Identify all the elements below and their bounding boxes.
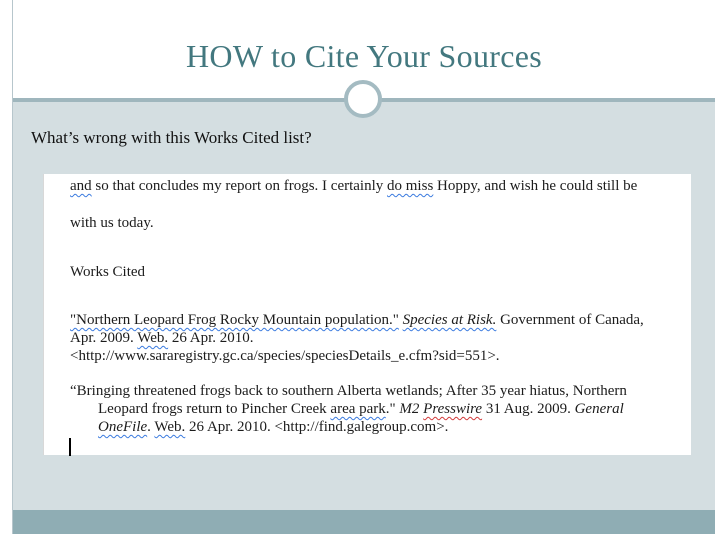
slide-title: HOW to Cite Your Sources [186, 38, 542, 74]
citation-1-line-2: Apr. 2009. Web. 26 Apr. 2010. [70, 330, 254, 346]
citation-2-line-2: Leopard frogs return to Pincher Creek area park." M2 Presswire 31 Aug. 2009. General [98, 401, 624, 417]
text-cursor [69, 438, 71, 456]
citation-2-line-1: “Bringing threatened frogs back to southern Alberta wetlands; After 35 year hiatus, Northern [70, 383, 627, 399]
report-closing-line-2: with us today. [70, 215, 154, 231]
citation-1-url: <http://www.sararegistry.gc.ca/species/speciesDetails_e.cfm?sid=551>. [70, 348, 500, 364]
document-screenshot [43, 174, 691, 455]
works-cited-heading: Works Cited [70, 264, 146, 280]
citation-2-line-3: OneFile. Web. 26 Apr. 2010. <http://find.galegroup.com>. [98, 419, 449, 435]
report-closing-line-1: and so that concludes my report on frogs. I certainly do miss Hoppy, and wish he could still be [70, 178, 638, 194]
slide-subtitle: What’s wrong with this Works Cited list? [31, 128, 312, 147]
footer-bar [13, 510, 715, 534]
circle-ornament-icon [344, 80, 382, 118]
citation-1-line-1: "Northern Leopard Frog Rocky Mountain population." Species at Risk. Government of Canada, [70, 312, 644, 328]
